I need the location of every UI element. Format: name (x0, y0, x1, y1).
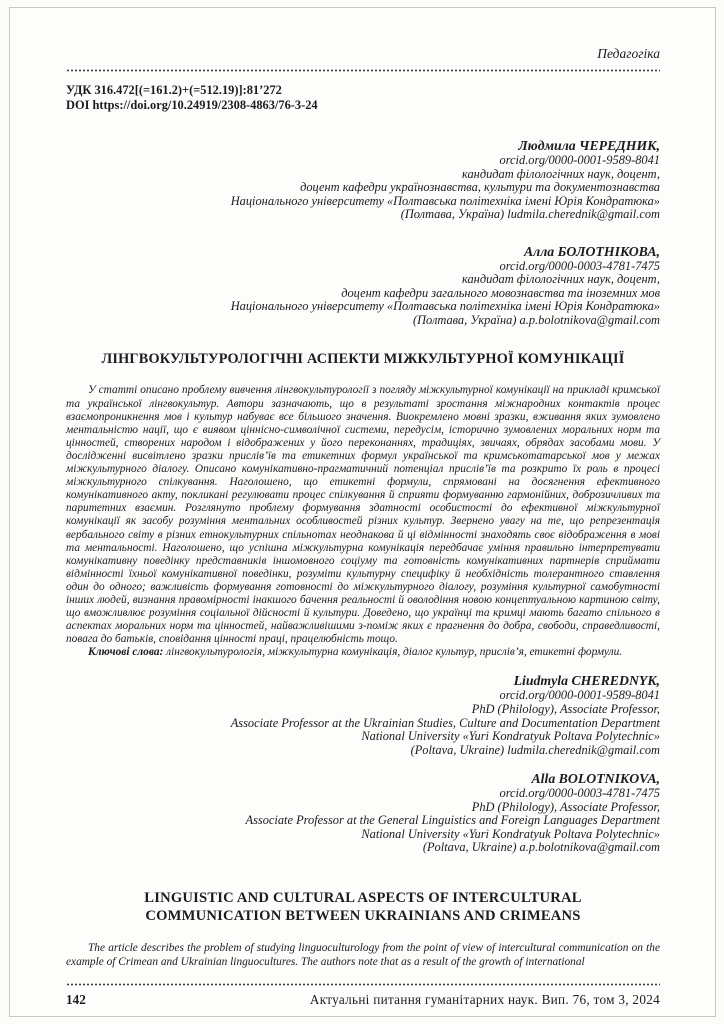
author-block-uk-2 (66, 244, 660, 328)
journal-title: Актуальні питання гуманітарних наук. Вип. 76, том 3, 2024 (309, 992, 660, 1007)
author-university: Національного університету «Полтавська політехніка імені Юрія Кондратюка» (230, 193, 660, 208)
author-degree: PhD (Philology), Associate Professor, (471, 701, 660, 716)
article-title-en-text: LINGUISTIC AND CULTURAL ASPECTS OF INTERCULTURAL COMMUNICATION BETWEEN UKRAINIANS AND CRIMEANS (144, 889, 582, 924)
author-name: Liudmyla CHEREDNYK, (513, 673, 660, 689)
author-university: National University «Yuri Kondratyuk Poltava Polytechnic» (361, 826, 660, 841)
article-title-en (66, 889, 660, 925)
author-location-email: (Poltava, Ukraine) a.p.bolotnikova@gmail.com (422, 840, 660, 855)
author-position: Associate Professor at the Ukrainian Studies, Culture and Documentation Department (230, 715, 660, 730)
keywords-uk (66, 646, 660, 659)
author-block-en-1 (66, 673, 660, 757)
page-frame (9, 7, 716, 1017)
top-dotted-divider (66, 69, 660, 72)
article-title-uk: ЛІНГВОКУЛЬТУРОЛОГІЧНІ АСПЕКТИ МІЖКУЛЬТУРНОЇ КОМУНІКАЦІЇ (101, 351, 625, 368)
page-number: 142 (66, 992, 86, 1007)
keywords-text: лінгвокультурологія, міжкультурна комунікація, діалог культур, прислів’я, етикетні формули. (163, 646, 623, 659)
author-degree: кандидат філологічних наук, доцент, (462, 272, 660, 287)
author-university: Національного університету «Полтавська політехніка імені Юрія Кондратюка» (230, 299, 660, 314)
abstract-en (66, 942, 660, 969)
author-location-email: (Полтава, Україна) a.p.bolotnikova@gmail.com (412, 312, 660, 327)
page-content (66, 8, 660, 969)
udc-code: УДК 316.472[(=161.2)+(=512.19)]:81’272 (66, 83, 282, 97)
abstract-uk (66, 384, 660, 646)
author-orcid: orcid.org/0000-0001-9589-8041 (499, 153, 660, 168)
author-position: доцент кафедри українознавства, культури та документознавства (300, 180, 660, 195)
page-footer (66, 976, 660, 1008)
footer-row (66, 992, 660, 1008)
keywords-label: Ключові слова: (88, 646, 164, 659)
author-degree: кандидат філологічних наук, доцент, (462, 166, 660, 181)
author-name: Alla BOLOTNIKOVA, (531, 771, 660, 787)
author-orcid: orcid.org/0000-0001-9589-8041 (499, 688, 660, 703)
author-location-email: (Полтава, Україна) ludmila.cherednik@gmail.com (400, 207, 660, 222)
author-university: National University «Yuri Kondratyuk Poltava Polytechnic» (361, 729, 660, 744)
author-block-uk-1 (66, 138, 660, 222)
udc-doi-block (66, 83, 660, 112)
author-position: Associate Professor at the General Linguistics and Foreign Languages Department (245, 813, 660, 828)
bottom-dotted-divider (66, 983, 660, 986)
author-orcid: orcid.org/0000-0003-4781-7475 (499, 786, 660, 801)
author-orcid: orcid.org/0000-0003-4781-7475 (499, 258, 660, 273)
doi-line: DOI https://doi.org/10.24919/2308-4863/76-3-24 (66, 97, 318, 112)
author-name: Людмила ЧЕРЕДНИК, (518, 138, 660, 154)
abstract-en-text: The article describes the problem of studying linguoculturology from the point of view of intercultural communication on the example of Crimean and Ukrainian linguocultures. The authors note that as a result of the growth of international (66, 942, 660, 968)
author-block-en-2 (66, 771, 660, 855)
author-degree: PhD (Philology), Associate Professor, (471, 799, 660, 814)
author-location-email: (Poltava, Ukraine) ludmila.cherednik@gmail.com (410, 742, 660, 757)
author-name: Алла БОЛОТНІКОВА, (523, 243, 660, 259)
author-position: доцент кафедри загального мовознавства та іноземних мов (341, 285, 660, 300)
section-label: Педагогіка (597, 46, 660, 61)
abstract-uk-text: У статті описано проблему вивчення лінгвокультурології з погляду міжкультурної комунікації на прикладі кримської та української лінгвокультур. Автори зазначають, що в результаті зростання міжнародних контактів процес взаємопроникнення мов і культур набуває все більшого значення. Виокремлено мовні зразки, вживання яких зумовлено ментальністю нації, що є виявом ціннісно-символічної системи, передусім, історично зумовлених моральних норм та цінностей, створених народом і відображених у його переконаннях, традиціях, звичаях, обрядах засобами мови. У дослідженні висвітлено зразки прислів’їв та етикетних формул української та кримськотатарської мов у межах міжкультурного діалогу. Описано комунікативно-прагматичний потенціал прислів’їв та розкрито їх роль в процесі міжкультурного спілкування. Наголошено, що етикетні формули, спрямовані на досягнення ефективного комунікативного акту, покликані регулювати процес спілкування й сприяти формуванню гармонійних, доброзичливих та паритетних взаємин. Розглянуто проблему формування здатності особистості до ефективної міжкультурної комунікації як засобу розуміння ментальних особливостей різних культур. Звернено увагу на те, що репрезентація вербального світу в різних етнокультурних спільнотах неоднакова й ці відмінності знаходять своє відображення в мові та ментальності. Наголошено, що успішна міжкультурна комунікація передбачає уміння правильно інтерпретувати комунікативну поведінку представників іншомовного соціуму та готовність комунікативних партнерів сприймати відмінності їхньої комунікативної поведінки, розуміти культурну специфіку й необхідність толерантного ставлення один до одного; важливість формування готовності до міжкультурного діалогу, розуміння культурної самобутності інших людей, визнання правомірності інакшого бачення реальності й оволодіння новою концептуальною картиною світу, що вможливлює розуміння соціальної дійсності й культури. Доведено, що українці та кримці мають багато спільного в аспектах моральних норм та цінностей, найважливішими з-поміж яких є прагнення до добра, свободи, справедливості, повага до батьків, сповідання цінності праці, працелюбність тощо. (66, 384, 660, 646)
